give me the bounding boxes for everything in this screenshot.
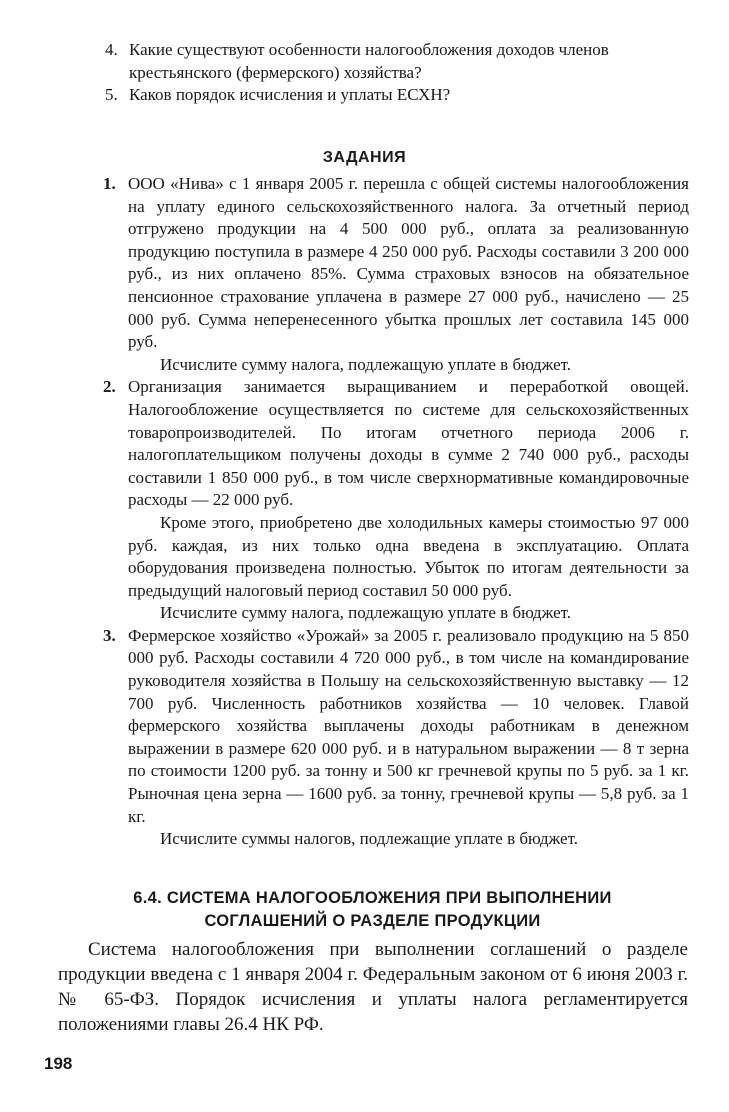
question-text: Каков порядок исчисления и уплаты ЕСХН? xyxy=(129,85,451,105)
page-number: 198 xyxy=(44,1054,73,1073)
task-number: 1. xyxy=(103,174,116,193)
section-heading-line: СОГЛАШЕНИЙ О РАЗДЕЛЕ ПРОДУКЦИИ xyxy=(204,912,541,930)
task-text: Организация занимается выращиванием и переработкой овощей. Налогообложение осуществляется по системе для сельскохозяйственных товаропроизводителей. По итогам отчетного периода 2006 г. налогоплательщиком получены доходы в сумме 2 740 000 руб., расходы составили 1 850 000 руб., в том числе сверхнормативные командировочные расходы — 22 000 руб. xyxy=(128,377,689,510)
question-number: 5. xyxy=(105,85,118,105)
task-item xyxy=(103,625,689,851)
task-instruction: Исчислите суммы налогов, подлежащие уплате в бюджет. xyxy=(160,829,578,849)
task-extra-text: Кроме этого, приобретено две холодильных камеры стоимостью 97 000 руб. каждая, из них только одна введена в эксплуатацию. Оплата оборудования произведена полностью. Убыток по итогам деятельности за предыдущий налоговый период составил 50 000 руб. xyxy=(128,512,689,600)
task-item xyxy=(103,173,689,376)
question-item xyxy=(105,84,700,107)
tasks-list xyxy=(103,173,689,851)
task-text: ООО «Нива» с 1 января 2005 г. перешла с общей системы налогообложения на уплату единого сельскохозяйственного налога. За отчетный период отгружено продукции на 4 500 000 руб., оплата за реализованную продукцию поступила в размере 4 250 000 руб. Расходы составили 3 200 000 руб., из них оплачено 85%. Сумма страховых взносов на обязательное пенсионное страхование уплачена в размере 27 000 руб., начислено — 25 000 руб. Сумма неперенесенного убытка прошлых лет составила 145 000 руб. xyxy=(128,174,689,352)
tasks-heading: ЗАДАНИЯ xyxy=(322,149,407,166)
section-heading xyxy=(60,887,685,933)
section-body-text: Система налогообложения при выполнении соглашений о разделе продукции введена с 1 января 2004 г. Федеральным законом от 6 июня 2003 г. № 65-ФЗ. Порядок исчисления и уплаты налога регламентируется положениями главы 26.4 НК РФ. xyxy=(58,939,688,1035)
review-questions xyxy=(105,39,700,107)
task-instruction: Исчислите сумму налога, подлежащую уплате в бюджет. xyxy=(160,354,572,374)
question-item xyxy=(105,39,700,84)
task-item xyxy=(103,376,689,625)
task-text: Фермерское хозяйство «Урожай» за 2005 г. реализовало продукцию на 5 850 000 руб. Расходы составили 4 720 000 руб., в том числе на командирование руководителя хозяйства в Польшу на сельскохозяйственную выставку — 12 700 руб. Численность работников хозяйства — 10 человек. Главой фермерского хозяйства выплачены доходы работникам в денежном выражении в размере 620 000 руб. и в натуральном выражении — 8 т зерна по стоимости 1200 руб. за тонну и 500 кг гречневой крупы по 5 руб. за 1 кг. Рыночная цена зерна — 1600 руб. за тонну, гречневой крупы — 5,8 руб. за 1 кг. xyxy=(128,625,689,826)
task-instruction: Исчислите сумму налога, подлежащую уплате в бюджет. xyxy=(160,603,572,623)
question-number: 4. xyxy=(105,40,118,59)
task-number: 2. xyxy=(103,377,116,397)
question-text: Какие существуют особенности налогообложения доходов членов крестьянского (фермерского) хозяйства? xyxy=(129,40,609,82)
section-heading-line: 6.4. СИСТЕМА НАЛОГООБЛОЖЕНИЯ ПРИ ВЫПОЛНЕНИИ xyxy=(133,889,612,907)
task-number: 3. xyxy=(103,625,116,645)
